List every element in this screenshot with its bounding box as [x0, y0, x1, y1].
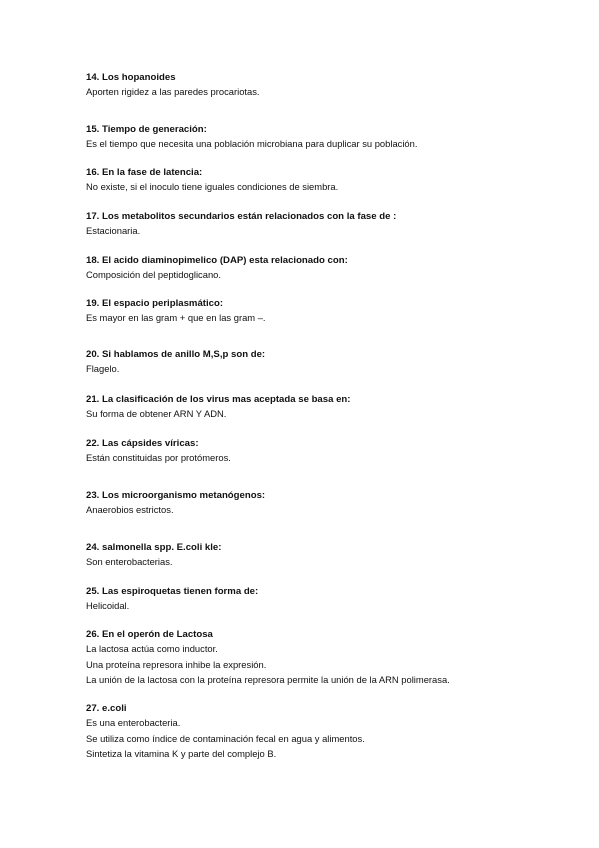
question-25	[86, 585, 566, 614]
question-title: 20. Si hablamos de anillo M,S,p son de:	[86, 349, 266, 360]
question-title: 26. En el operón de Lactosa	[86, 629, 213, 640]
answer-line: Composición del peptidoglicano.	[86, 269, 221, 280]
question-19	[86, 297, 566, 326]
question-26	[86, 628, 566, 688]
question-title: 14. Los hopanoides	[86, 72, 176, 83]
question-title: 23. Los microorganismo metanógenos:	[86, 490, 266, 501]
question-title: 16. En la fase de latencia:	[86, 167, 203, 178]
answer-line: Flagelo.	[86, 363, 120, 374]
answer-line: Sintetiza la vitamina K y parte del complejo B.	[86, 748, 277, 759]
question-title: 17. Los metabolitos secundarios están relacionados con la fase de :	[86, 211, 397, 222]
answer-line: Están constituidas por protómeros.	[86, 452, 231, 463]
answer-line: Son enterobacterias.	[86, 556, 173, 567]
question-23	[86, 489, 566, 518]
answer-line: Helicoidal.	[86, 600, 130, 611]
answer-line: La lactosa actúa como inductor.	[86, 643, 218, 654]
answer-line: La unión de la lactosa con la proteína represora permite la unión de la ARN polimerasa.	[86, 674, 450, 685]
answer-line: Su forma de obtener ARN Y ADN.	[86, 408, 227, 419]
question-24	[86, 541, 566, 570]
answer-line: Aporten rigidez a las paredes procariotas.	[86, 86, 260, 97]
question-title: 25. Las espiroquetas tienen forma de:	[86, 586, 259, 597]
question-18	[86, 254, 566, 283]
question-title: 18. El acido diaminopimelico (DAP) esta relacionado con:	[86, 255, 348, 266]
question-title: 22. Las cápsides víricas:	[86, 438, 199, 449]
answer-line: Se utiliza como índice de contaminación fecal en agua y alimentos.	[86, 732, 365, 744]
question-16	[86, 166, 566, 195]
question-17	[86, 210, 566, 239]
answer-line: Es una enterobacteria.	[86, 717, 181, 728]
answer-line: Anaerobios estrictos.	[86, 504, 174, 515]
question-14	[86, 71, 566, 100]
answer-line: No existe, si el inoculo tiene iguales condiciones de siembra.	[86, 181, 339, 192]
question-27	[86, 702, 566, 762]
question-title: 27. e.coli	[86, 703, 127, 714]
question-22	[86, 437, 566, 466]
question-21	[86, 393, 566, 422]
question-15	[86, 123, 566, 152]
question-title: 24. salmonella spp. E.coli kle:	[86, 542, 222, 553]
answer-line: Una proteína represora inhibe la expresión.	[86, 658, 267, 670]
answer-line: Es mayor en las gram + que en las gram –.	[86, 312, 266, 323]
question-title: 21. La clasificación de los virus mas aceptada se basa en:	[86, 394, 351, 405]
answer-line: Estacionaria.	[86, 225, 141, 236]
question-title: 15. Tiempo de generación:	[86, 124, 207, 135]
answer-line: Es el tiempo que necesita una población microbiana para duplicar su población.	[86, 138, 418, 149]
question-title: 19. El espacio periplasmático:	[86, 298, 224, 309]
question-20	[86, 348, 566, 377]
